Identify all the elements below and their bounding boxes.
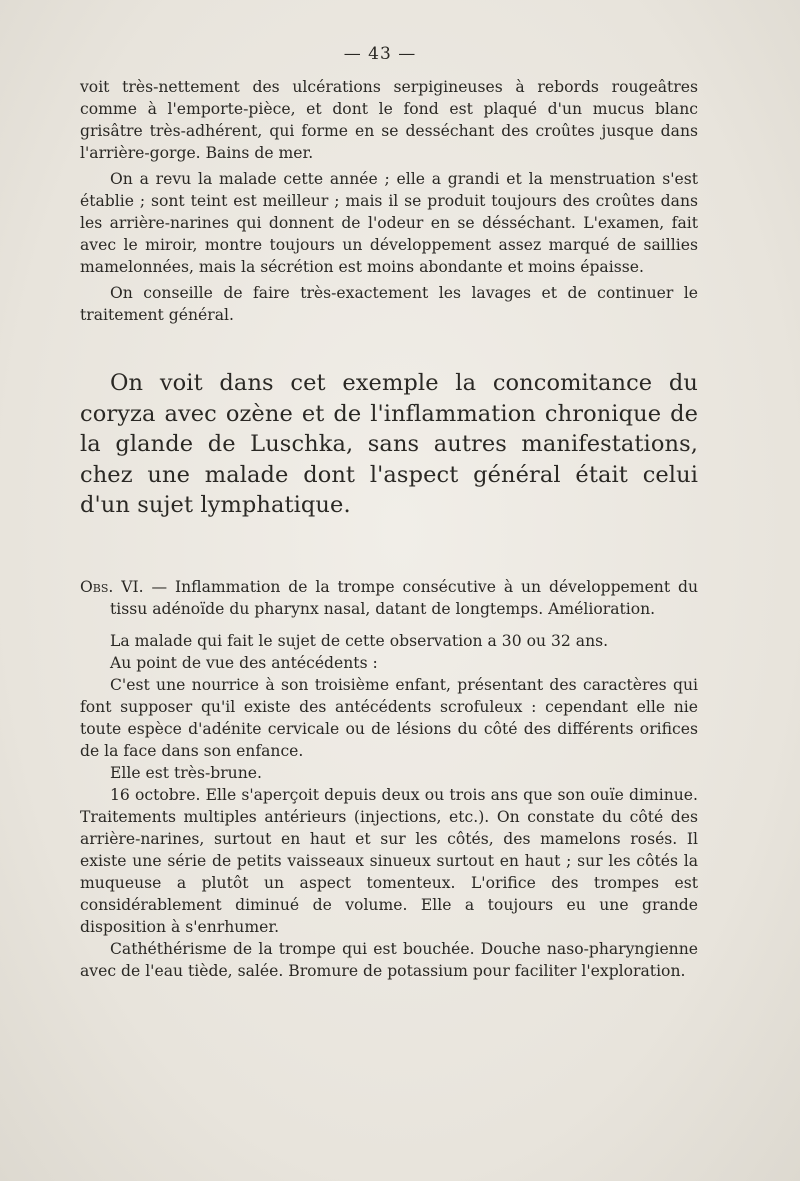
paragraph-nourrice: C'est une nourrice à son troisième enfant, présentant des caractères qui font supposer qu'il existe des antécédents scrofuleux : cependant elle nie toute espèce d'adénite cervicale ou de lésions du côté des différents orifices de la face dans son enfance. xyxy=(80,676,698,760)
paragraph-age: La malade qui fait le sujet de cette observation a 30 ou 32 ans. xyxy=(110,632,609,650)
paragraph-revisit: On a revu la malade cette année ; elle a grandi et la menstruation s'est établie ; sont teint est meilleur ; mais il se produit toujours des croûtes dans les arrière-narines qui donnent de l'odeur en se désséchant. L'examen, fait avec le miroir, montre toujours un développement assez marqué de saillies mamelonnées, mais la sécrétion est moins abondante et moins épaisse. xyxy=(80,170,698,276)
paragraph-16-octobre: 16 octobre. Elle s'aperçoit depuis deux ou trois ans que son ouïe diminue. Traitements multiples antérieurs (injections, etc.). On constate du côté des arrière-narines, surtout en haut et sur les côtés, des mamelons rosés. Il existe une série de petits vaisseaux sinueux surtout en haut ; sur les côtés la muqueuse a plutôt un aspect tomenteux. L'orifice des trompes est considérablement diminué de volume. Elle a toujours eu une grande disposition à s'enrhumer. xyxy=(80,786,698,936)
paragraph-ulcerations: voit très-nettement des ulcérations serpigineuses à rebords rougeâtres comme à l'emporte-pièce, et dont le fond est plaqué d'un mucus blanc grisâtre très-adhérent, qui forme en se desséchant des croûtes jusque dans l'arrière-gorge. Bains de mer. xyxy=(80,78,698,162)
page-number: — 43 — xyxy=(343,44,417,64)
case-continuation xyxy=(80,76,698,326)
commentary-paragraph: On voit dans cet exemple la concomitance du coryza avec ozène et de l'inflammation chronique de la glande de Luschka, sans autres manifestations, chez une malade dont l'aspect général était celui d'un sujet lymphatique. xyxy=(80,370,698,518)
paragraph-brune: Elle est très-brune. xyxy=(110,764,262,782)
paragraph-antecedents-heading: Au point de vue des antécédents : xyxy=(110,654,378,672)
commentary-section xyxy=(80,368,698,521)
observation-label: Obs. VI. xyxy=(80,578,144,596)
paragraph-catheterisme: Cathéthérisme de la trompe qui est bouchée. Douche naso-pharyngienne avec de l'eau tiède, salée. Bromure de potassium pour faciliter l'exploration. xyxy=(80,940,698,980)
observation-title-text: — Inflammation de la trompe consécutive à un développement du tissu adénoïde du pharynx nasal, datant de longtemps. Amélioration. xyxy=(110,578,699,618)
paragraph-advice: On conseille de faire très-exactement les lavages et de continuer le traitement général. xyxy=(80,284,698,324)
observation-vi xyxy=(80,576,698,982)
observation-title xyxy=(80,576,698,620)
